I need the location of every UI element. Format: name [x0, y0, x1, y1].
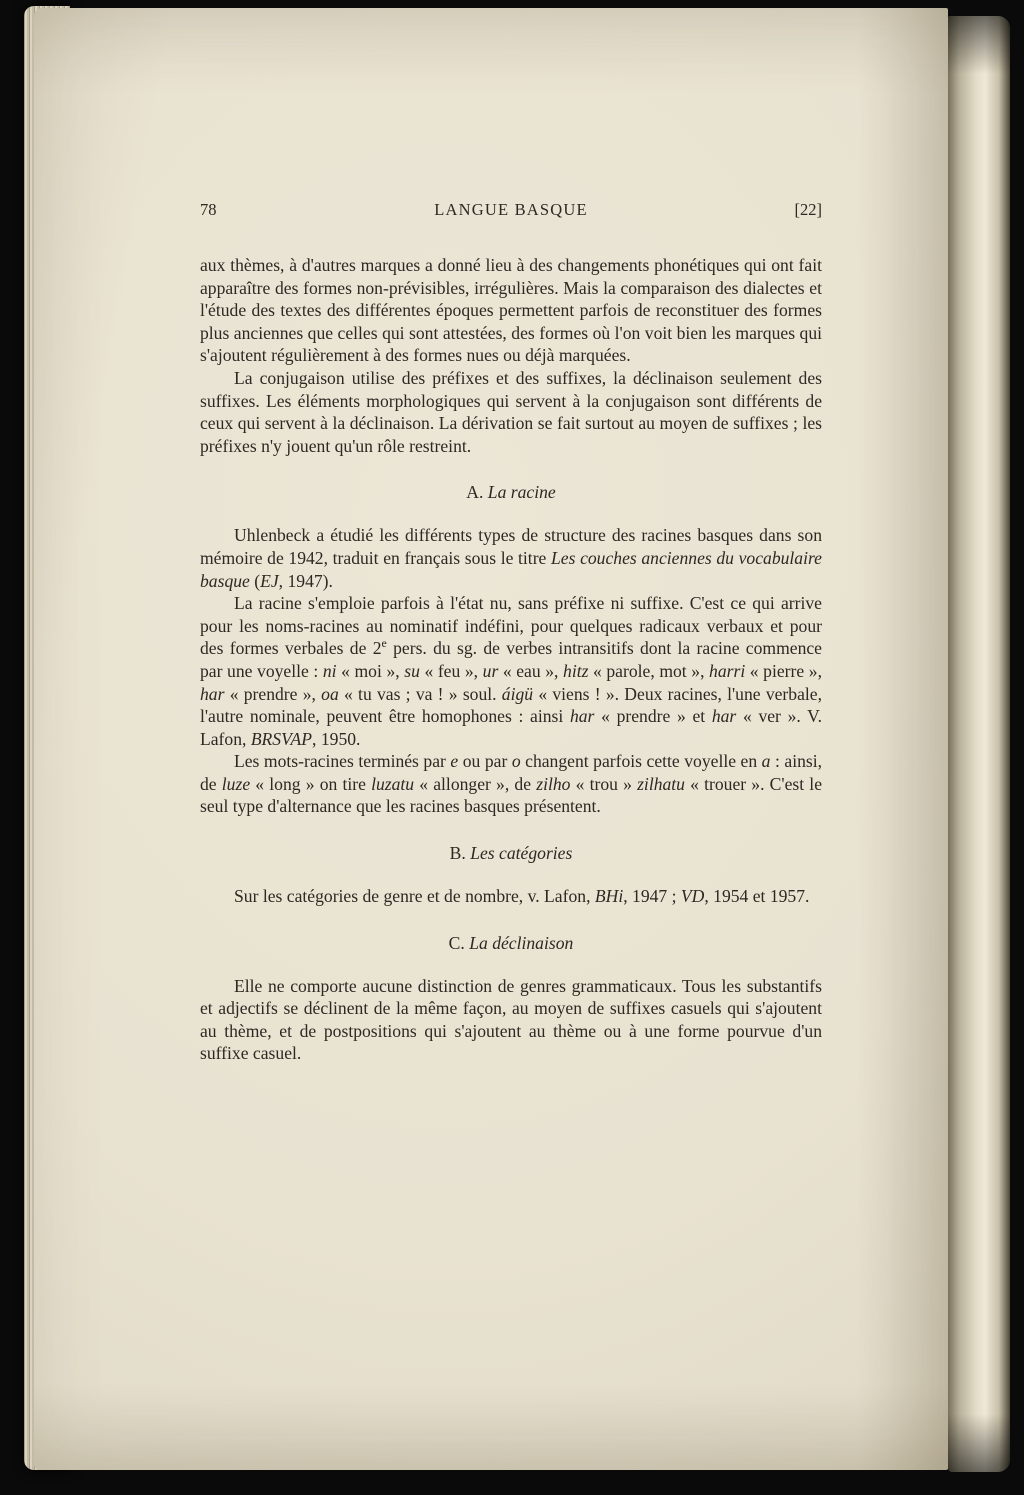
paragraph: Les mots-racines terminés par e ou par o changent parfois cette voyelle en a : ainsi, de luze « long » on tire luzatu « allonger », de zilho « trou » zilhatu « trouer ». C'est le seul type d'alternance que les racines basques présentent.: [200, 751, 823, 817]
paragraph: Elle ne comporte aucune distinction de genres grammaticaux. Tous les substantifs et adjectifs se déclinent de la même façon, au moyen de suffixes casuels qui s'ajoutent au thème, et de postpositions qui s'ajoutent au thème ou à une forme pourvue d'un suffixe casuel.: [200, 975, 822, 1064]
text-column: [200, 200, 822, 1065]
paragraph: Sur les catégories de genre et de nombre, v. Lafon, BHi, 1947 ; VD, 1954 et 1957.: [234, 886, 810, 907]
next-page-fore-edge: [948, 16, 1010, 1472]
section-heading-a: A. La racine: [466, 482, 556, 503]
section-heading-b: B. Les catégories: [449, 843, 573, 864]
running-header: [200, 200, 822, 222]
section-heading-c: C. La déclinaison: [448, 932, 574, 953]
running-title: LANGUE BASQUE: [434, 200, 588, 219]
paragraph: Uhlenbeck a étudié les différents types de structure des racines basques dans son mémoire de 1942, traduit en français sous le titre Les couches anciennes du vocabulaire basque (EJ, 1947).: [200, 525, 822, 591]
paragraph: aux thèmes, à d'autres marques a donné lieu à des changements phonétiques qui ont fait apparaître des formes non-prévisibles, irrégulières. Mais la comparaison des dialectes et l'étude des textes des différentes époques permettent parfois de reconstituer des formes plus anciennes que celles qui sont attestées, des formes où l'on voit bien les marques qui s'ajoutent régulièrement à des formes nues ou déjà marquées.: [200, 255, 822, 366]
paragraph: La conjugaison utilise des préfixes et des suffixes, la déclinaison seulement des suffixes. Les éléments morphologiques qui servent à la conjugaison sont différents de ceux qui servent à la déclinaison. La dérivation se fait surtout au moyen de suffixes ; les préfixes n'y jouent qu'un rôle restreint.: [200, 367, 822, 456]
section-reference: [22]: [794, 200, 822, 219]
book-page: [34, 8, 948, 1470]
page-number: 78: [200, 200, 217, 219]
paragraph: La racine s'emploie parfois à l'état nu, sans préfixe ni suffixe. C'est ce qui arrive pour les noms-racines au nominatif indéfini, pour quelques radicaux verbaux et pour des formes verbales de 2e pers. du sg. de verbes intransitifs dont la racine commence par une voyelle : ni « moi », su « feu », ur « eau », hitz « parole, mot », harri « pierre », har « prendre », oa « tu vas ; va ! » soul. áigü « viens ! ». Deux racines, l'une verbale, l'autre nominale, peuvent être homophones : ainsi har « prendre » et har « ver ». V. Lafon, BRSVAP, 1950.: [200, 593, 822, 749]
